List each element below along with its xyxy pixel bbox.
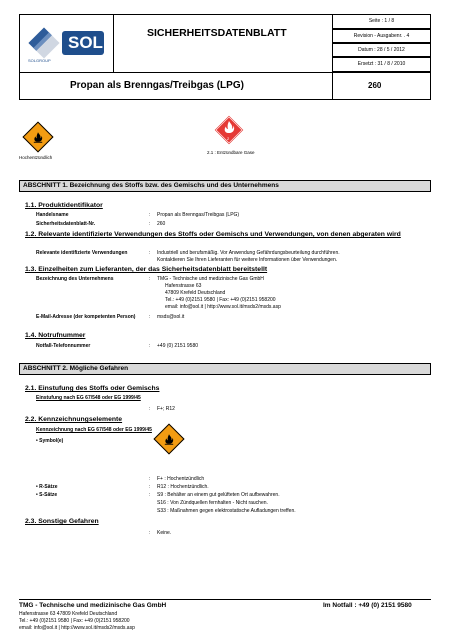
classification-eg-heading: Einstufung nach EG 67/548 oder EG 1999/45 (36, 395, 141, 401)
ghs-class-number: 2 (227, 136, 230, 141)
company-label: Bezeichnung des Unternehmens (36, 276, 114, 282)
logo-subtext: SOLGROUP (28, 58, 51, 63)
subsection-1-4: 1.4. Notrufnummer (25, 332, 86, 339)
sds-number-value: 260 (157, 221, 166, 227)
r-phrases-colon: : (149, 484, 151, 490)
flame-icon (163, 433, 175, 445)
flame-icon (32, 131, 44, 143)
company-colon: : (149, 276, 151, 282)
symbol-colon: : (149, 476, 151, 482)
flammable-pictogram (22, 121, 53, 152)
s-phrase: S9 : Behälter an einem gut gelüfteten Ort aufbewahren. (157, 492, 280, 498)
symbol-label: • Symbol(e) (36, 438, 64, 444)
emergency-phone-colon: : (149, 343, 151, 349)
header-divider (19, 72, 431, 73)
uses-colon: : (149, 250, 151, 256)
uses-label: Relevante identifizierte Verwendungen (36, 250, 128, 256)
flammable-symbol-pictogram (153, 423, 184, 454)
replaces-cell (332, 57, 431, 72)
s-phrase: S33 : Maßnahmen gegen elektrostatische Aufladungen treffen. (157, 508, 296, 514)
footer-address: Hafenstrasse 63 47809 Krefeld Deutschland (19, 611, 118, 617)
classification-colon: : (149, 406, 151, 412)
section1-header (19, 180, 431, 192)
product-number-divider (332, 72, 333, 100)
ghs-flammable-gas-pictogram (213, 114, 245, 146)
date-cell (332, 43, 431, 57)
footer-rule (19, 599, 431, 600)
sds-number-label: Sicherheitsdatenblatt-Nr. (36, 221, 96, 227)
footer-email: email: info@sol.it | http://www.sol.it/msds2/msds.asp (19, 625, 135, 631)
product-number: 260 (368, 81, 382, 90)
logo-divider (113, 14, 114, 72)
email-colon: : (149, 314, 151, 320)
company-line: 47809 Krefeld Deutschland (165, 290, 226, 296)
s-phrase: S16 : Von Zündquellen fernhalten - Nicht rauchen. (157, 500, 268, 506)
subsection-2-1: 2.1. Einstufung des Stoffs oder Gemischs (25, 385, 160, 392)
revision-cell (332, 29, 431, 43)
tradename-colon: : (149, 212, 151, 218)
subsection-2-2: 2.2. Kennzeichnungselemente (25, 416, 123, 423)
subsection-2-3: 2.3. Sonstige Gefahren (25, 518, 99, 525)
company-line: Hafenstrasse 63 (165, 283, 202, 289)
company-line: TMG - Technische und medizinische Gas GmbH (157, 276, 264, 282)
section2-header (19, 363, 431, 375)
r-phrases-value: R12 : Hochentzündlich. (157, 484, 209, 490)
sds-number-colon: : (149, 221, 151, 227)
classification-value: F+; R12 (157, 406, 175, 412)
section2-title: ABSCHNITT 2. Mögliche Gefahren (23, 364, 129, 372)
section1-title: ABSCHNITT 1. Bezeichnung des Stoffs bzw. des Gemischs und des Unternehmens (23, 181, 279, 189)
other-hazards-colon: : (149, 530, 151, 536)
uses-value-2: Kontaktieren Sie Ihren Lieferanten für weitere Informationen über Verwendungen. (157, 257, 338, 263)
ghs-caption: 2.1 : Entzündbare Gase (207, 150, 255, 155)
other-hazards-value: Keine. (157, 530, 172, 536)
issue-date: Datum : 28 / 5 / 2012 (358, 46, 405, 53)
company-line: Tel.: +49 (0)2151 9580 | Fax: +49 (0)2151 958200 (165, 297, 276, 303)
product-name: Propan als Brenngas/Treibgas (LPG) (70, 80, 244, 91)
replaces-date: Ersetzt : 31 / 8 / 2010 (357, 61, 406, 68)
company-logo (26, 21, 110, 67)
emergency-phone-label: Notfall-Telefonnummer (36, 343, 91, 349)
s-phrases-colon: : (149, 492, 151, 498)
s-phrases-label: • S-Sätze (36, 492, 58, 498)
logo-text: SOL (68, 33, 103, 52)
page-number: Seite : 1 / 8 (368, 18, 395, 25)
page-cell (332, 14, 431, 29)
flammable-caption: Hochentzündlich (19, 155, 53, 160)
r-phrases-label: • R-Sätze (36, 484, 58, 490)
footer-company: TMG - Technische und medizinische Gas GmbH (19, 602, 167, 609)
document-title: SICHERHEITSDATENBLATT (147, 27, 287, 39)
emergency-phone-value: +49 (0) 2151 9580 (157, 343, 199, 349)
email-value: msds@sol.it (157, 314, 185, 320)
subsection-1-1: 1.1. Produktidentifikator (25, 202, 103, 209)
symbol-value: F+ : Hochentzündlich (157, 476, 205, 482)
tradename-value: Propan als Brenngas/Treibgas (LPG) (157, 212, 240, 218)
labelling-eg-heading: Kennzeichnung nach EG 67/548 oder EG 1999/45 (36, 427, 152, 433)
subsection-1-3: 1.3. Einzelheiten zum Lieferanten, der das Sicherheitsdatenblatt bereitstellt (25, 266, 268, 273)
tradename-label: Handelsname (36, 212, 69, 218)
footer-emergency: Im Notfall : +49 (0) 2151 9580 (323, 602, 412, 609)
subsection-1-2: 1.2. Relevante identifizierte Verwendungen des Stoffs oder Gemischs und Verwendungen, von denen abgeraten wird (25, 231, 401, 238)
revision-number: Revision - Ausgabenr. . 4 (353, 32, 410, 39)
email-label: E-Mail-Adresse (der kompetenten Person) (36, 314, 136, 320)
footer-tel: Tel.: +49 (0)2151 9580 | Fax: +49 (0)2151 958200 (19, 618, 130, 624)
uses-value-1: Industriell und berufsmäßig. Vor Anwendung Gefährdungsbeurteilung durchführen. (157, 250, 340, 256)
company-line: email: info@sol.it | http://www.sol.it/msds2/msds.asp (165, 304, 281, 310)
